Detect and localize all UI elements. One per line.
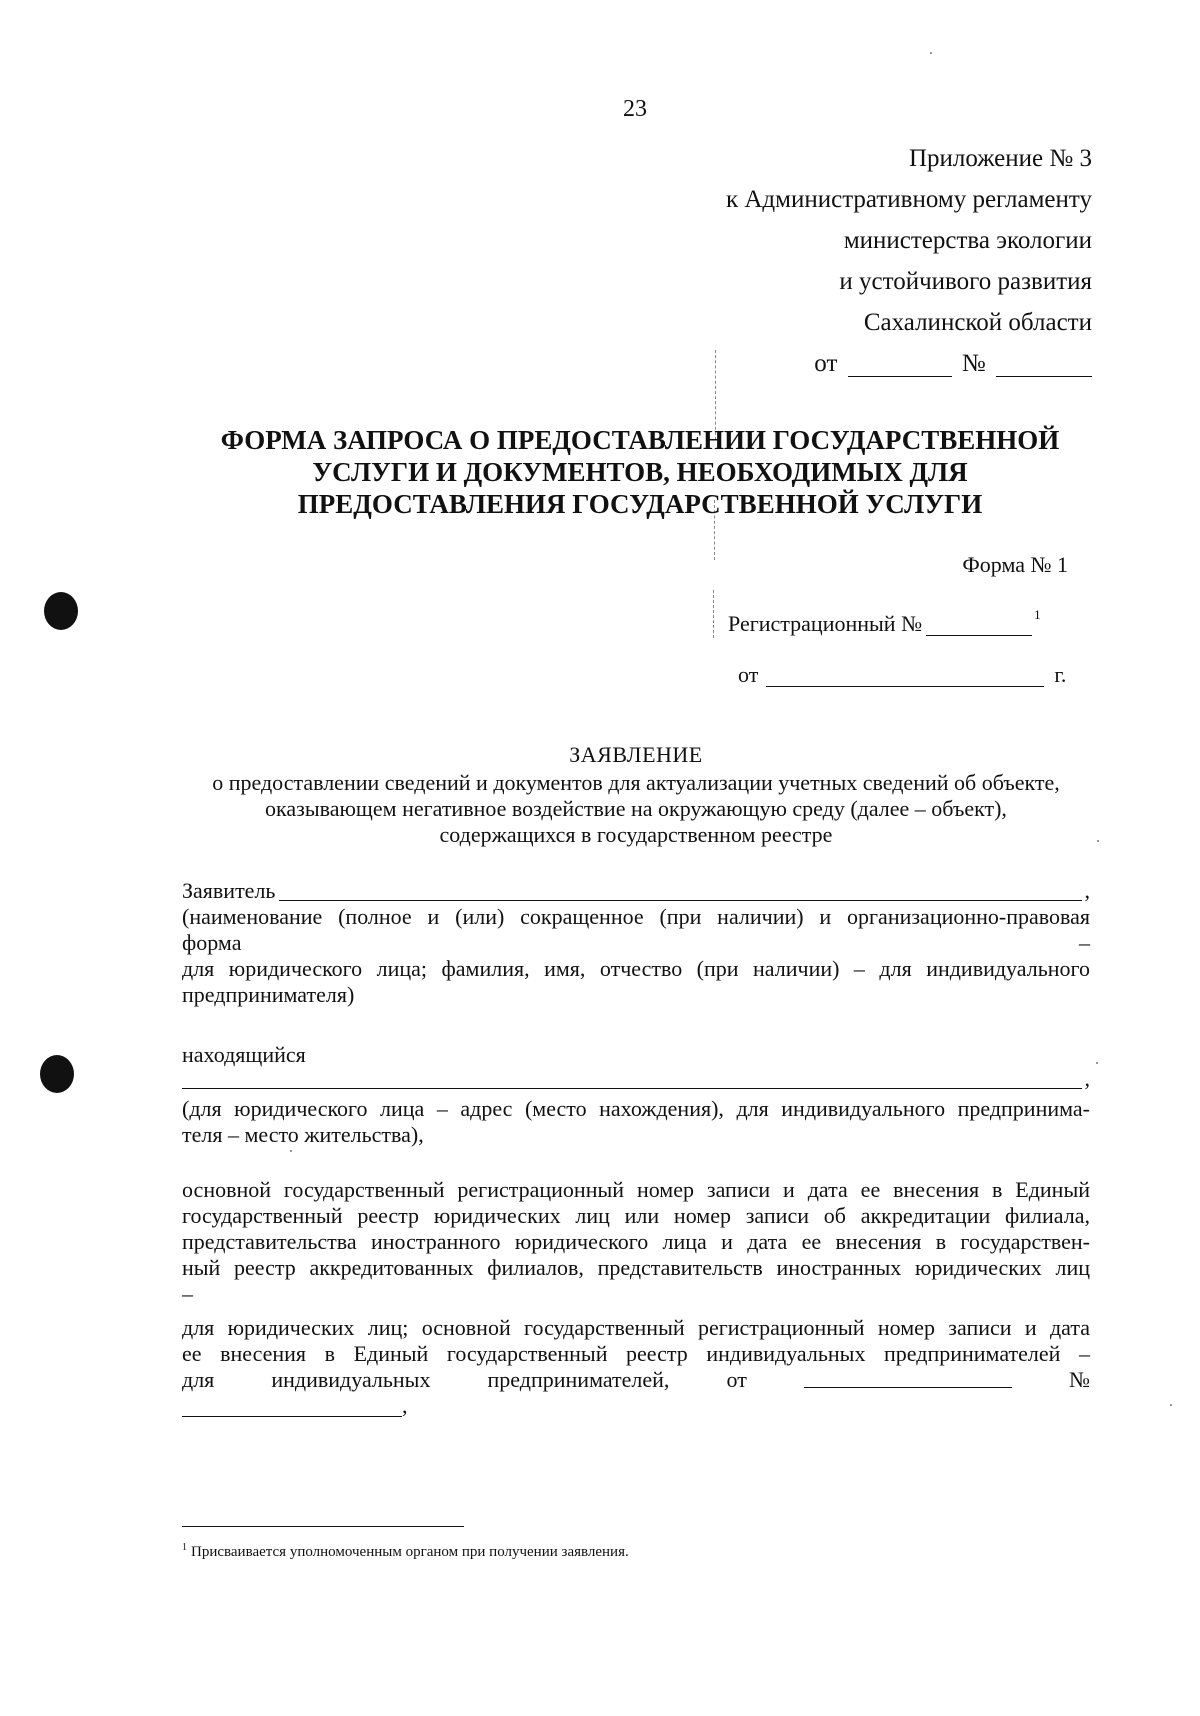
form-title-line-1: ФОРМА ЗАПРОСА О ПРЕДОСТАВЛЕНИИ ГОСУДАРСТВЕННОЙ bbox=[220, 425, 1060, 455]
ogrn-word-entrepreneurs: предпринимателей, bbox=[487, 1367, 670, 1392]
ogrn-line-5: – bbox=[182, 1281, 193, 1306]
ogrn-line-2: государственный реестр юридических лиц или номер записи об аккредитации филиала, bbox=[182, 1203, 1090, 1228]
ogrn-line-6: для юридических лиц; основной государственный регистрационный номер записи и дата bbox=[182, 1315, 1090, 1340]
ogrn-line-8 bbox=[182, 1367, 1090, 1393]
location-desc-line-2: теля – место жительства), bbox=[182, 1122, 424, 1147]
registration-date-line bbox=[738, 662, 1066, 688]
location-field-row bbox=[182, 1066, 1090, 1092]
appendix-line-2: к Административному регламенту bbox=[725, 186, 1092, 213]
applicant-desc-line-4: предпринимателя) bbox=[182, 982, 355, 1007]
scan-speck bbox=[290, 1150, 292, 1152]
footnote-text: Присваивается уполномоченным органом при получении заявления. bbox=[191, 1544, 629, 1560]
appendix-date-blank bbox=[848, 352, 952, 377]
appendix-date-line bbox=[532, 343, 1092, 384]
ogrn-number-sign: № bbox=[1068, 1367, 1090, 1392]
appendix-line-5: Сахалинской области bbox=[863, 309, 1092, 336]
ogrn-word-for: для bbox=[182, 1367, 215, 1392]
location-label: находящийся bbox=[182, 1042, 306, 1067]
footnote-mark: 1 bbox=[182, 1542, 187, 1553]
location-comma: , bbox=[1084, 1066, 1090, 1091]
location-blank bbox=[182, 1068, 1082, 1089]
form-title-line-3: ПРЕДОСТАВЛЕНИЯ ГОСУДАРСТВЕННОЙ УСЛУГИ bbox=[297, 489, 983, 519]
appendix-header bbox=[532, 138, 1092, 384]
ogrn-line-9 bbox=[182, 1393, 1090, 1419]
location-description bbox=[182, 1096, 1090, 1148]
applicant-desc-line-2: форма bbox=[182, 930, 242, 955]
statement-subtitle-line-2: оказывающем негативное воздействие на окружающую среду (далее – объект), bbox=[265, 796, 1007, 821]
appendix-line-4: и устойчивого развития bbox=[839, 268, 1092, 295]
appendix-number-prefix: № bbox=[961, 350, 986, 377]
registration-number-blank bbox=[926, 613, 1032, 636]
ogrn-number-blank bbox=[182, 1396, 402, 1417]
applicant-label: Заявитель bbox=[182, 878, 276, 903]
punch-hole-lower bbox=[40, 1055, 74, 1093]
registration-number-line bbox=[728, 607, 1041, 637]
registration-date-blank bbox=[766, 664, 1044, 687]
scan-speck bbox=[1096, 1062, 1098, 1064]
applicant-blank bbox=[279, 880, 1081, 901]
scan-speck bbox=[1170, 1404, 1172, 1406]
applicant-desc-line-3: для юридического лица; фамилия, имя, отчество (при наличии) – для индивидуального bbox=[182, 956, 1090, 981]
location-desc-line-1: (для юридического лица – адрес (место нахождения), для индивидуального предпринима- bbox=[182, 1096, 1090, 1121]
ogrn-line-3: представительства иностранного юридического лица и дата ее внесения в государствен- bbox=[182, 1229, 1090, 1254]
ogrn-line-1: основной государственный регистрационный номер записи и дата ее внесения в Единый bbox=[182, 1177, 1090, 1202]
footnote bbox=[182, 1542, 629, 1561]
statement-subtitle-line-1: о предоставлении сведений и документов для актуализации учетных сведений об объекте, bbox=[212, 770, 1060, 795]
statement-heading bbox=[182, 742, 1090, 848]
ogrn-word-individual: индивидуальных bbox=[271, 1367, 431, 1392]
registration-year-suffix: г. bbox=[1054, 662, 1067, 687]
appendix-date-prefix: от bbox=[814, 350, 838, 377]
form-title-line-2: УСЛУГИ И ДОКУМЕНТОВ, НЕОБХОДИМЫХ ДЛЯ bbox=[312, 457, 968, 487]
appendix-line-1: Приложение № 3 bbox=[908, 145, 1092, 172]
registration-number-label: Регистрационный № bbox=[728, 611, 923, 636]
statement-subtitle-line-3: содержащихся в государственном реестре bbox=[439, 822, 833, 847]
applicant-section bbox=[182, 878, 1090, 1008]
ogrn-word-from: от bbox=[726, 1367, 747, 1392]
appendix-number-blank bbox=[996, 352, 1092, 377]
registration-date-prefix: от bbox=[738, 662, 759, 687]
form-title bbox=[195, 424, 1085, 520]
applicant-desc-dash: – bbox=[1079, 930, 1090, 955]
registration-footnote-mark: 1 bbox=[1034, 607, 1041, 622]
applicant-comma: , bbox=[1084, 878, 1090, 903]
scan-speck bbox=[930, 52, 932, 54]
applicant-field-row bbox=[182, 878, 1090, 904]
statement-title: ЗАЯВЛЕНИЕ bbox=[569, 742, 703, 767]
scan-speck bbox=[1097, 840, 1099, 842]
ogrn-section bbox=[182, 1177, 1090, 1419]
form-number: Форма № 1 bbox=[962, 552, 1068, 577]
ogrn-date-blank bbox=[804, 1367, 1012, 1388]
ogrn-line-4: ный реестр аккредитованных филиалов, представительств иностранных юридических лиц bbox=[182, 1255, 1090, 1280]
scan-fold-line-lower bbox=[713, 590, 714, 638]
appendix-line-3: министерства экологии bbox=[843, 227, 1092, 254]
ogrn-line-7: ее внесения в Единый государственный реестр индивидуальных предпринимателей – bbox=[182, 1341, 1090, 1366]
applicant-desc-line-1: (наименование (полное и (или) сокращенное (при наличии) и организационно-правовая bbox=[182, 904, 1090, 929]
footnote-separator bbox=[182, 1526, 464, 1527]
page-number: 23 bbox=[623, 96, 647, 122]
punch-hole-upper bbox=[44, 592, 78, 630]
ogrn-number-comma: , bbox=[402, 1393, 408, 1418]
